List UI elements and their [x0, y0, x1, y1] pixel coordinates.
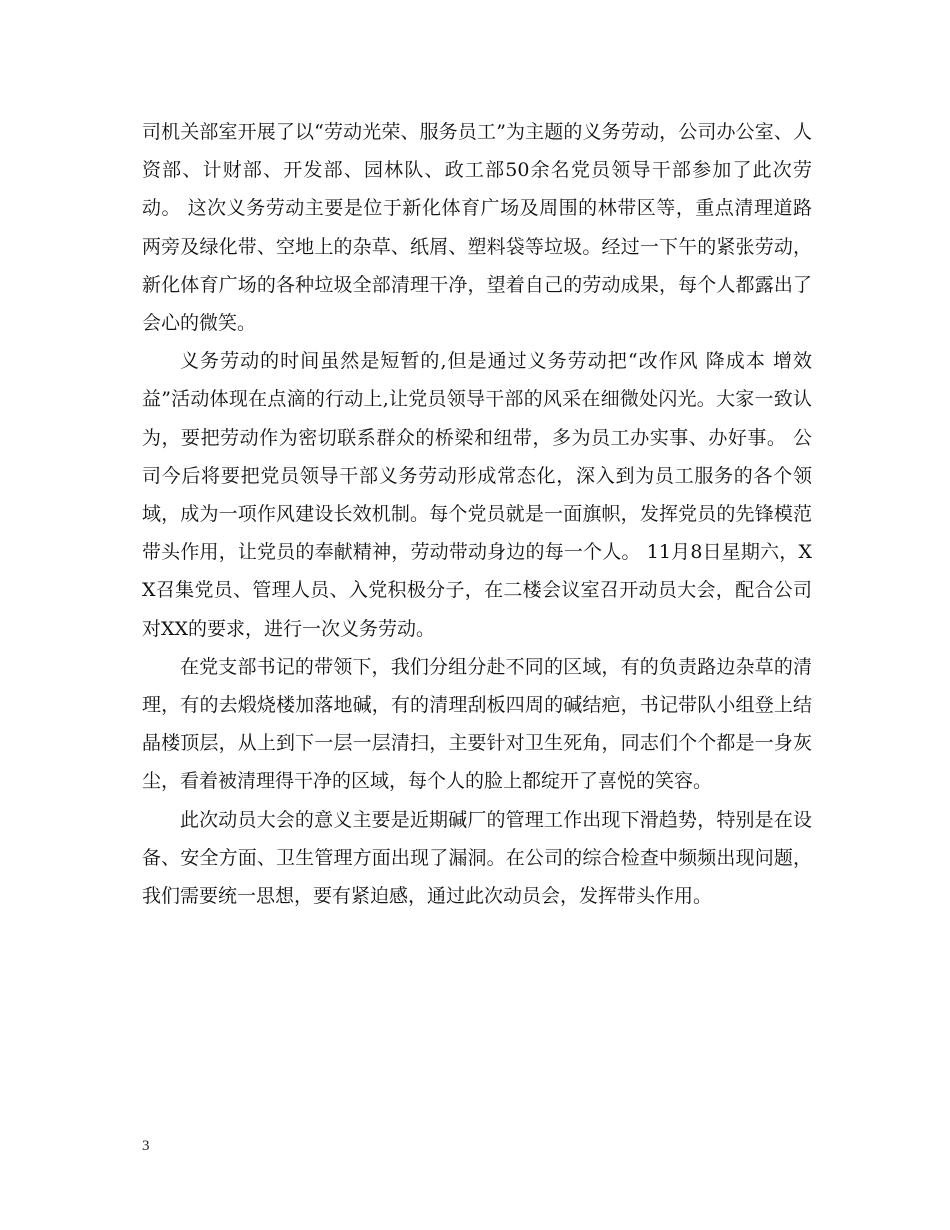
document-body [142, 113, 812, 915]
paragraph: 在党支部书记的带领下，我们分组分赴不同的区域，有的负责路边杂草的清理，有的去煅烧楼加落地碱，有的清理刮板四周的碱结疤，书记带队小组登上结晶楼顶层，从上到下一层一层清扫，主要针对卫生死角，同志们个个都是一身灰尘，看着被清理得干净的区域，每个人的脸上都绽开了喜悦的笑容。 [142, 655, 812, 793]
paragraph-continued: 司机关部室开展了以“劳动光荣、服务员工”为主题的义务劳动，公司办公室、人资部、计财部、开发部、园林队、政工部50余名党员领导干部参加了此次劳动。 这次义务劳动主要是位于新化体育广场及周围的林带区等，重点清理道路两旁及绿化带、空地上的杂草、纸屑、塑料袋等垃圾。经过一下午的紧张劳动，新化体育广场的各种垃圾全部清理干净，望着自己的劳动成果，每个人都露出了会心的微笑。 [142, 121, 812, 335]
paragraph: 此次动员大会的意义主要是近期碱厂的管理工作出现下滑趋势，特别是在设备、安全方面、卫生管理方面出现了漏洞。在公司的综合检查中频频出现问题，我们需要统一思想，要有紧迫感，通过此次动员会，发挥带头作用。 [142, 808, 812, 908]
page-number: 3 [142, 1138, 150, 1154]
paragraph: 义务劳动的时间虽然是短暂的,但是通过义务劳动把“改作风 降成本 增效益”活动体现在点滴的行动上,让党员领导干部的风采在细微处闪光。大家一致认为，要把劳动作为密切联系群众的桥梁和纽带，多为员工办实事、办好事。 公司今后将要把党员领导干部义务劳动形成常态化，深入到为员工服务的各个领域，成为一项作风建设长效机制。每个党员就是一面旗帜，发挥党员的先锋模范带头作用，让党员的奉献精神，劳动带动身边的每一个人。 11月8日星期六，XX召集党员、管理人员、入党积极分子，在二楼会议室召开动员大会，配合公司对XX的要求，进行一次义务劳动。 [142, 350, 812, 640]
